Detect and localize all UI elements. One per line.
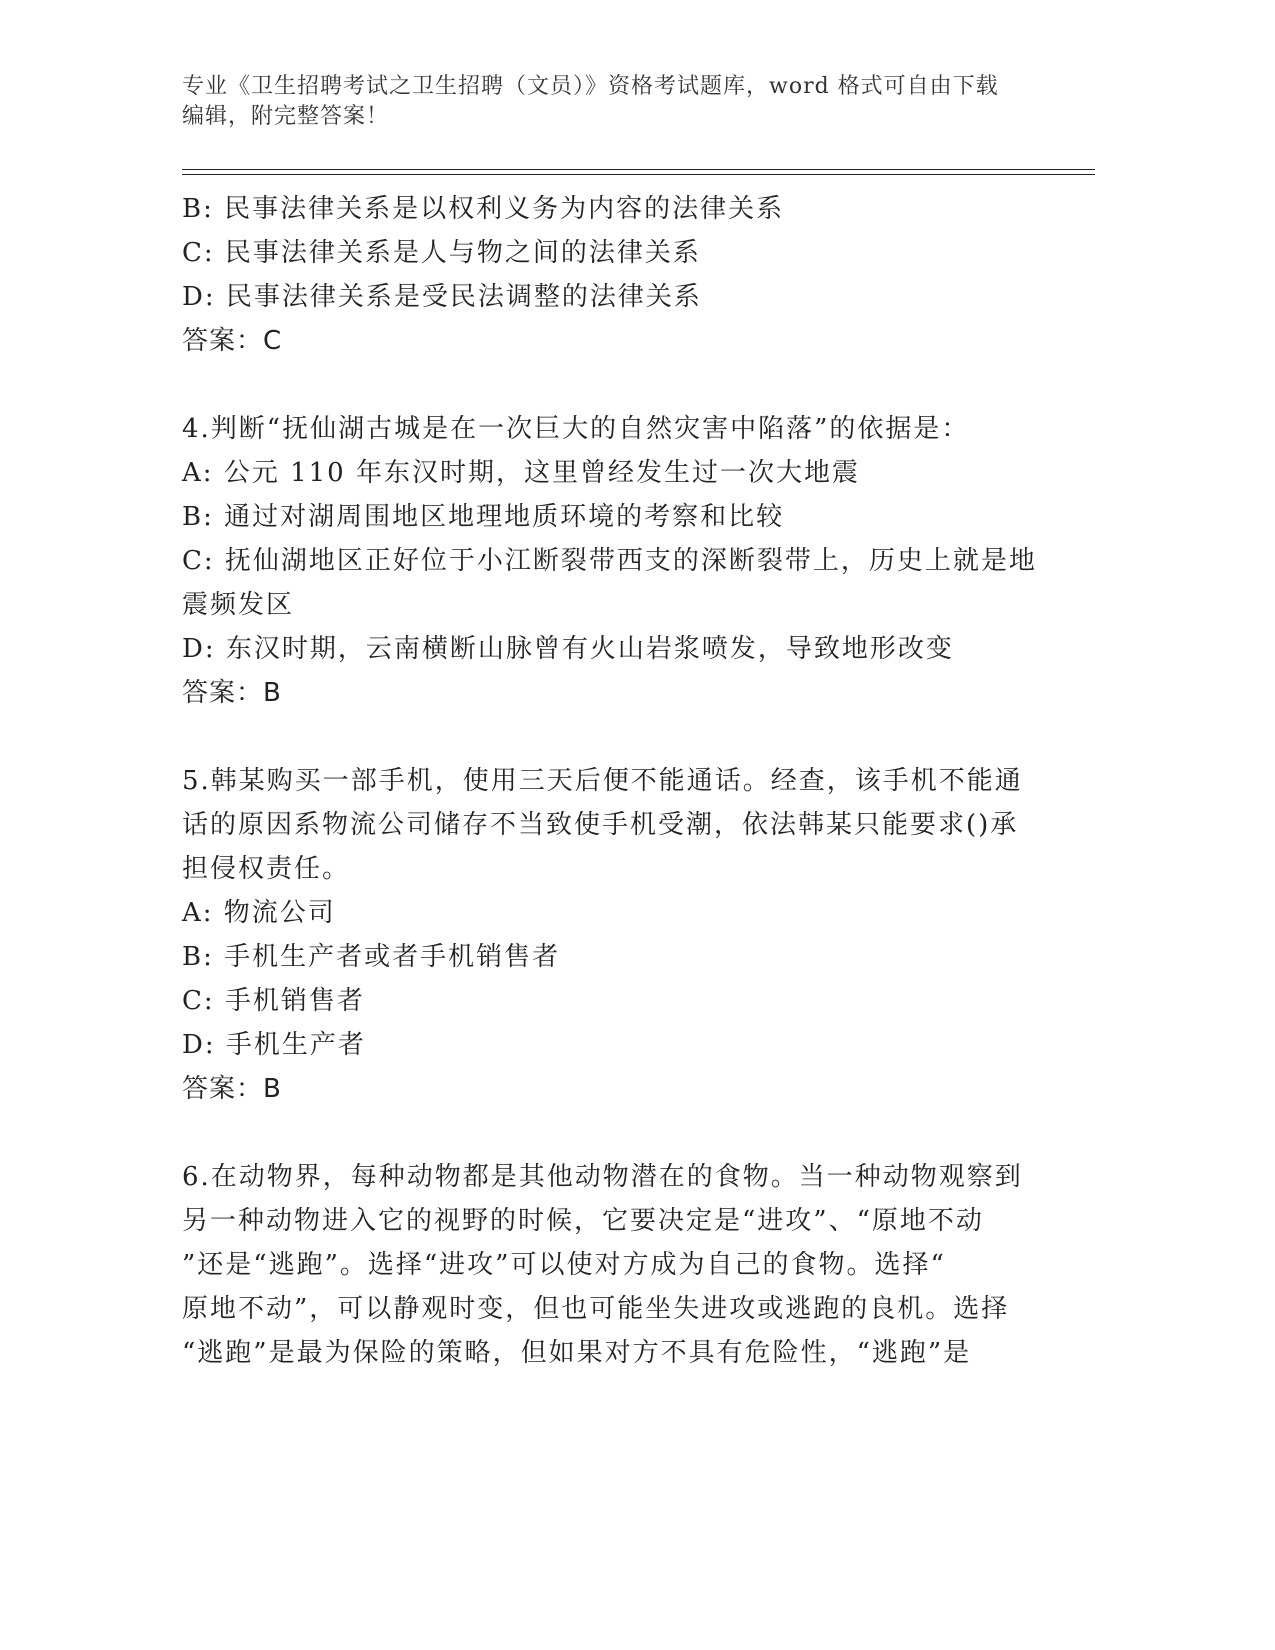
header-divider-top	[182, 169, 1095, 170]
question-stem-continued: ”还是“逃跑”。选择“进攻”可以使对方成为自己的食物。选择“	[182, 1250, 946, 1280]
option-d: D: 民事法律关系是受民法调整的法律关系	[182, 282, 702, 312]
answer: 答案：B	[182, 678, 282, 708]
option-b: B: 通过对湖周围地区地理地质环境的考察和比较	[182, 502, 785, 532]
question-stem-continued: 担侵权责任。	[182, 854, 351, 884]
option-c: C: 民事法律关系是人与物之间的法律关系	[182, 238, 701, 268]
header-line-2: 编辑，附完整答案！	[182, 104, 390, 129]
option-c-continued: 震频发区	[182, 590, 295, 620]
question-stem-continued: 原地不动”，可以静观时变，但也可能坐失进攻或逃跑的良机。选择	[182, 1294, 1010, 1324]
header-divider-bottom	[182, 174, 1095, 175]
question-stem: 4.判断“抚仙湖古城是在一次巨大的自然灾害中陷落”的依据是：	[182, 414, 970, 444]
question-stem-continued: 话的原因系物流公司储存不当致使手机受潮，依法韩某只能要求()承	[182, 810, 1019, 840]
option-c: C: 手机销售者	[182, 986, 365, 1016]
question-3	[182, 187, 1062, 363]
document-header	[182, 72, 1062, 132]
question-5	[182, 759, 1062, 1111]
option-d: D: 手机生产者	[182, 1030, 366, 1060]
question-stem: 6.在动物界，每种动物都是其他动物潜在的食物。当一种动物观察到	[182, 1162, 1023, 1192]
option-a: A: 公元 110 年东汉时期，这里曾经发生过一次大地震	[182, 458, 860, 488]
question-list	[182, 187, 1062, 1375]
question-4	[182, 407, 1062, 715]
answer: 答案：B	[182, 1074, 282, 1104]
question-6	[182, 1155, 1062, 1375]
header-line-1: 专业《卫生招聘考试之卫生招聘（文员）》资格考试题库，word 格式可自由下载	[182, 74, 999, 99]
answer: 答案：C	[182, 326, 283, 356]
question-stem: 5.韩某购买一部手机，使用三天后便不能通话。经查，该手机不能通	[182, 766, 1023, 796]
option-c: C: 抚仙湖地区正好位于小江断裂带西支的深断裂带上，历史上就是地	[182, 546, 1037, 576]
spacer	[182, 1111, 1062, 1155]
question-stem-continued: “逃跑”是最为保险的策略，但如果对方不具有危险性，“逃跑”是	[182, 1338, 972, 1368]
option-d: D: 东汉时期，云南横断山脉曾有火山岩浆喷发，导致地形改变	[182, 634, 954, 664]
option-b: B: 手机生产者或者手机销售者	[182, 942, 561, 972]
spacer	[182, 363, 1062, 407]
option-b: B: 民事法律关系是以权利义务为内容的法律关系	[182, 194, 785, 224]
question-stem-continued: 另一种动物进入它的视野的时候，它要决定是“进攻”、“原地不动	[182, 1206, 984, 1236]
spacer	[182, 715, 1062, 759]
option-a: A: 物流公司	[182, 898, 336, 928]
